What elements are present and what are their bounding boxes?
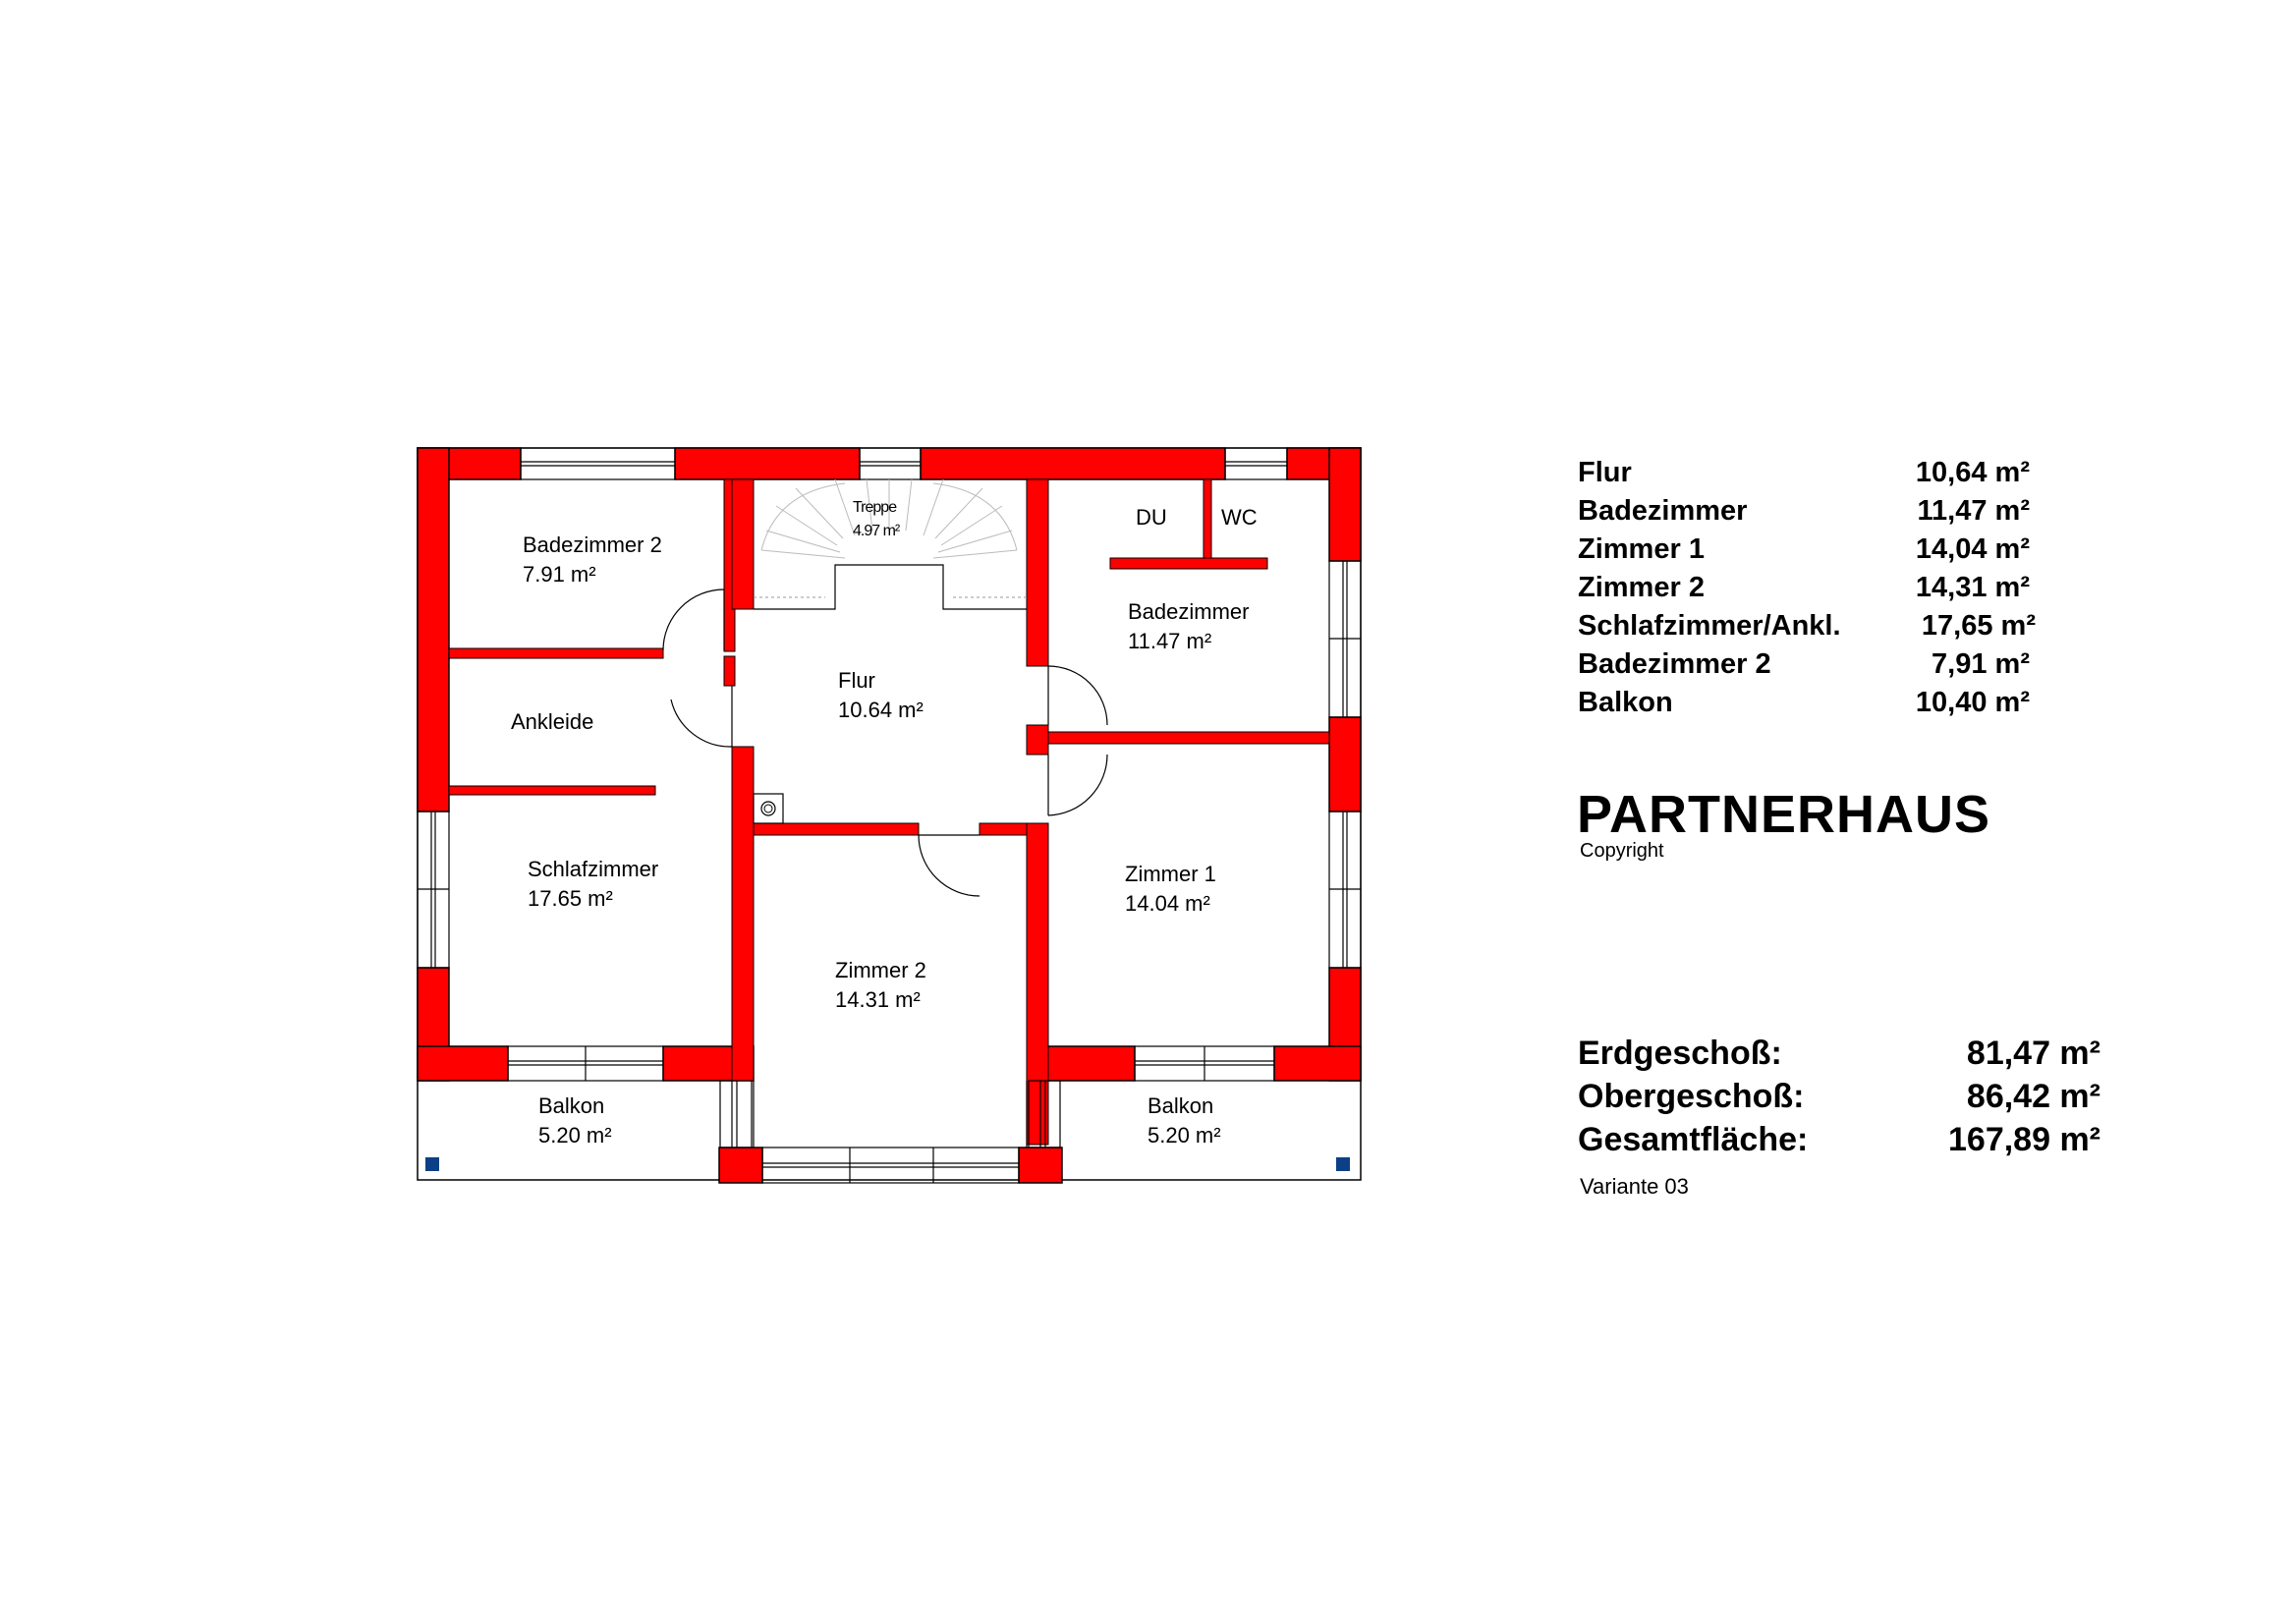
area-name: Balkon xyxy=(1578,687,1673,718)
area-value: 10,40 m² xyxy=(1915,687,2030,718)
room-area-treppe: 4.97 m² xyxy=(853,523,900,539)
area-row-schlafzimmer-ankl xyxy=(1578,610,2049,648)
room-area-badezimmer-2: 7.91 m² xyxy=(523,562,596,587)
summary-name: Obergeschoß: xyxy=(1578,1078,1805,1115)
room-area-flur: 10.64 m² xyxy=(838,698,924,722)
room-area-balkon-left: 5.20 m² xyxy=(538,1123,612,1148)
balcony-post-marker-left xyxy=(425,1157,439,1171)
summary-row-erdgeschoss xyxy=(1578,1035,2108,1078)
room-area-schlafzimmer: 17.65 m² xyxy=(528,886,613,911)
room-name-wc: WC xyxy=(1221,505,1258,530)
room-area-balkon-right: 5.20 m² xyxy=(1148,1123,1221,1148)
area-row-flur xyxy=(1578,457,2049,495)
area-name: Flur xyxy=(1578,457,1632,488)
area-value: 14,04 m² xyxy=(1915,533,2030,565)
summary-row-obergeschoss xyxy=(1578,1078,2108,1121)
area-value: 10,64 m² xyxy=(1915,457,2030,488)
area-row-zimmer-2 xyxy=(1578,572,2049,610)
area-summary xyxy=(1578,1035,2108,1172)
room-name-schlafzimmer: Schlafzimmer xyxy=(528,857,659,881)
summary-value: 86,42 m² xyxy=(1966,1078,2100,1115)
staircase xyxy=(761,479,1017,558)
chimney-shaft xyxy=(754,794,783,823)
room-name-balkon-right: Balkon xyxy=(1148,1093,1214,1118)
area-row-zimmer-1 xyxy=(1578,533,2049,572)
summary-value: 81,47 m² xyxy=(1966,1035,2100,1072)
room-name-zimmer-1: Zimmer 1 xyxy=(1125,862,1216,886)
area-name: Schlafzimmer/Ankl. xyxy=(1578,610,1841,642)
room-name-du: DU xyxy=(1136,505,1167,530)
area-table xyxy=(1578,457,2049,732)
brand-logo-text: PARTNERHAUS xyxy=(1577,785,1991,844)
room-name-treppe: Treppe xyxy=(853,499,897,516)
area-name: Zimmer 1 xyxy=(1578,533,1705,565)
variant-label: Variante 03 xyxy=(1580,1174,1689,1199)
summary-value: 167,89 m² xyxy=(1948,1121,2100,1158)
area-value: 14,31 m² xyxy=(1915,572,2030,603)
area-name: Badezimmer 2 xyxy=(1578,648,1771,680)
area-row-balkon xyxy=(1578,687,2049,725)
room-name-balkon-left: Balkon xyxy=(538,1093,605,1118)
balcony-post-marker-right xyxy=(1336,1157,1350,1171)
area-row-badezimmer-2 xyxy=(1578,648,2049,687)
area-row-badezimmer xyxy=(1578,495,2049,533)
area-name: Zimmer 2 xyxy=(1578,572,1705,603)
room-name-zimmer-2: Zimmer 2 xyxy=(835,958,926,982)
bay-outline xyxy=(754,1081,1027,1148)
area-value: 7,91 m² xyxy=(1932,648,2030,680)
room-name-badezimmer-2: Badezimmer 2 xyxy=(523,532,662,557)
summary-name: Erdgeschoß: xyxy=(1578,1035,1782,1072)
area-value: 11,47 m² xyxy=(1917,495,2030,527)
stair-landing xyxy=(754,565,1027,609)
room-area-zimmer-2: 14.31 m² xyxy=(835,987,921,1012)
room-name-ankleide: Ankleide xyxy=(511,709,594,734)
room-name-badezimmer: Badezimmer xyxy=(1128,599,1250,624)
area-value: 17,65 m² xyxy=(1921,610,2036,642)
room-area-badezimmer: 11.47 m² xyxy=(1128,629,1212,653)
room-name-flur: Flur xyxy=(838,668,875,693)
copyright-text: Copyright xyxy=(1580,840,1664,862)
summary-row-gesamtflaeche xyxy=(1578,1121,2108,1164)
summary-name: Gesamtfläche: xyxy=(1578,1121,1809,1158)
room-area-zimmer-1: 14.04 m² xyxy=(1125,891,1210,916)
area-name: Badezimmer xyxy=(1578,495,1748,527)
